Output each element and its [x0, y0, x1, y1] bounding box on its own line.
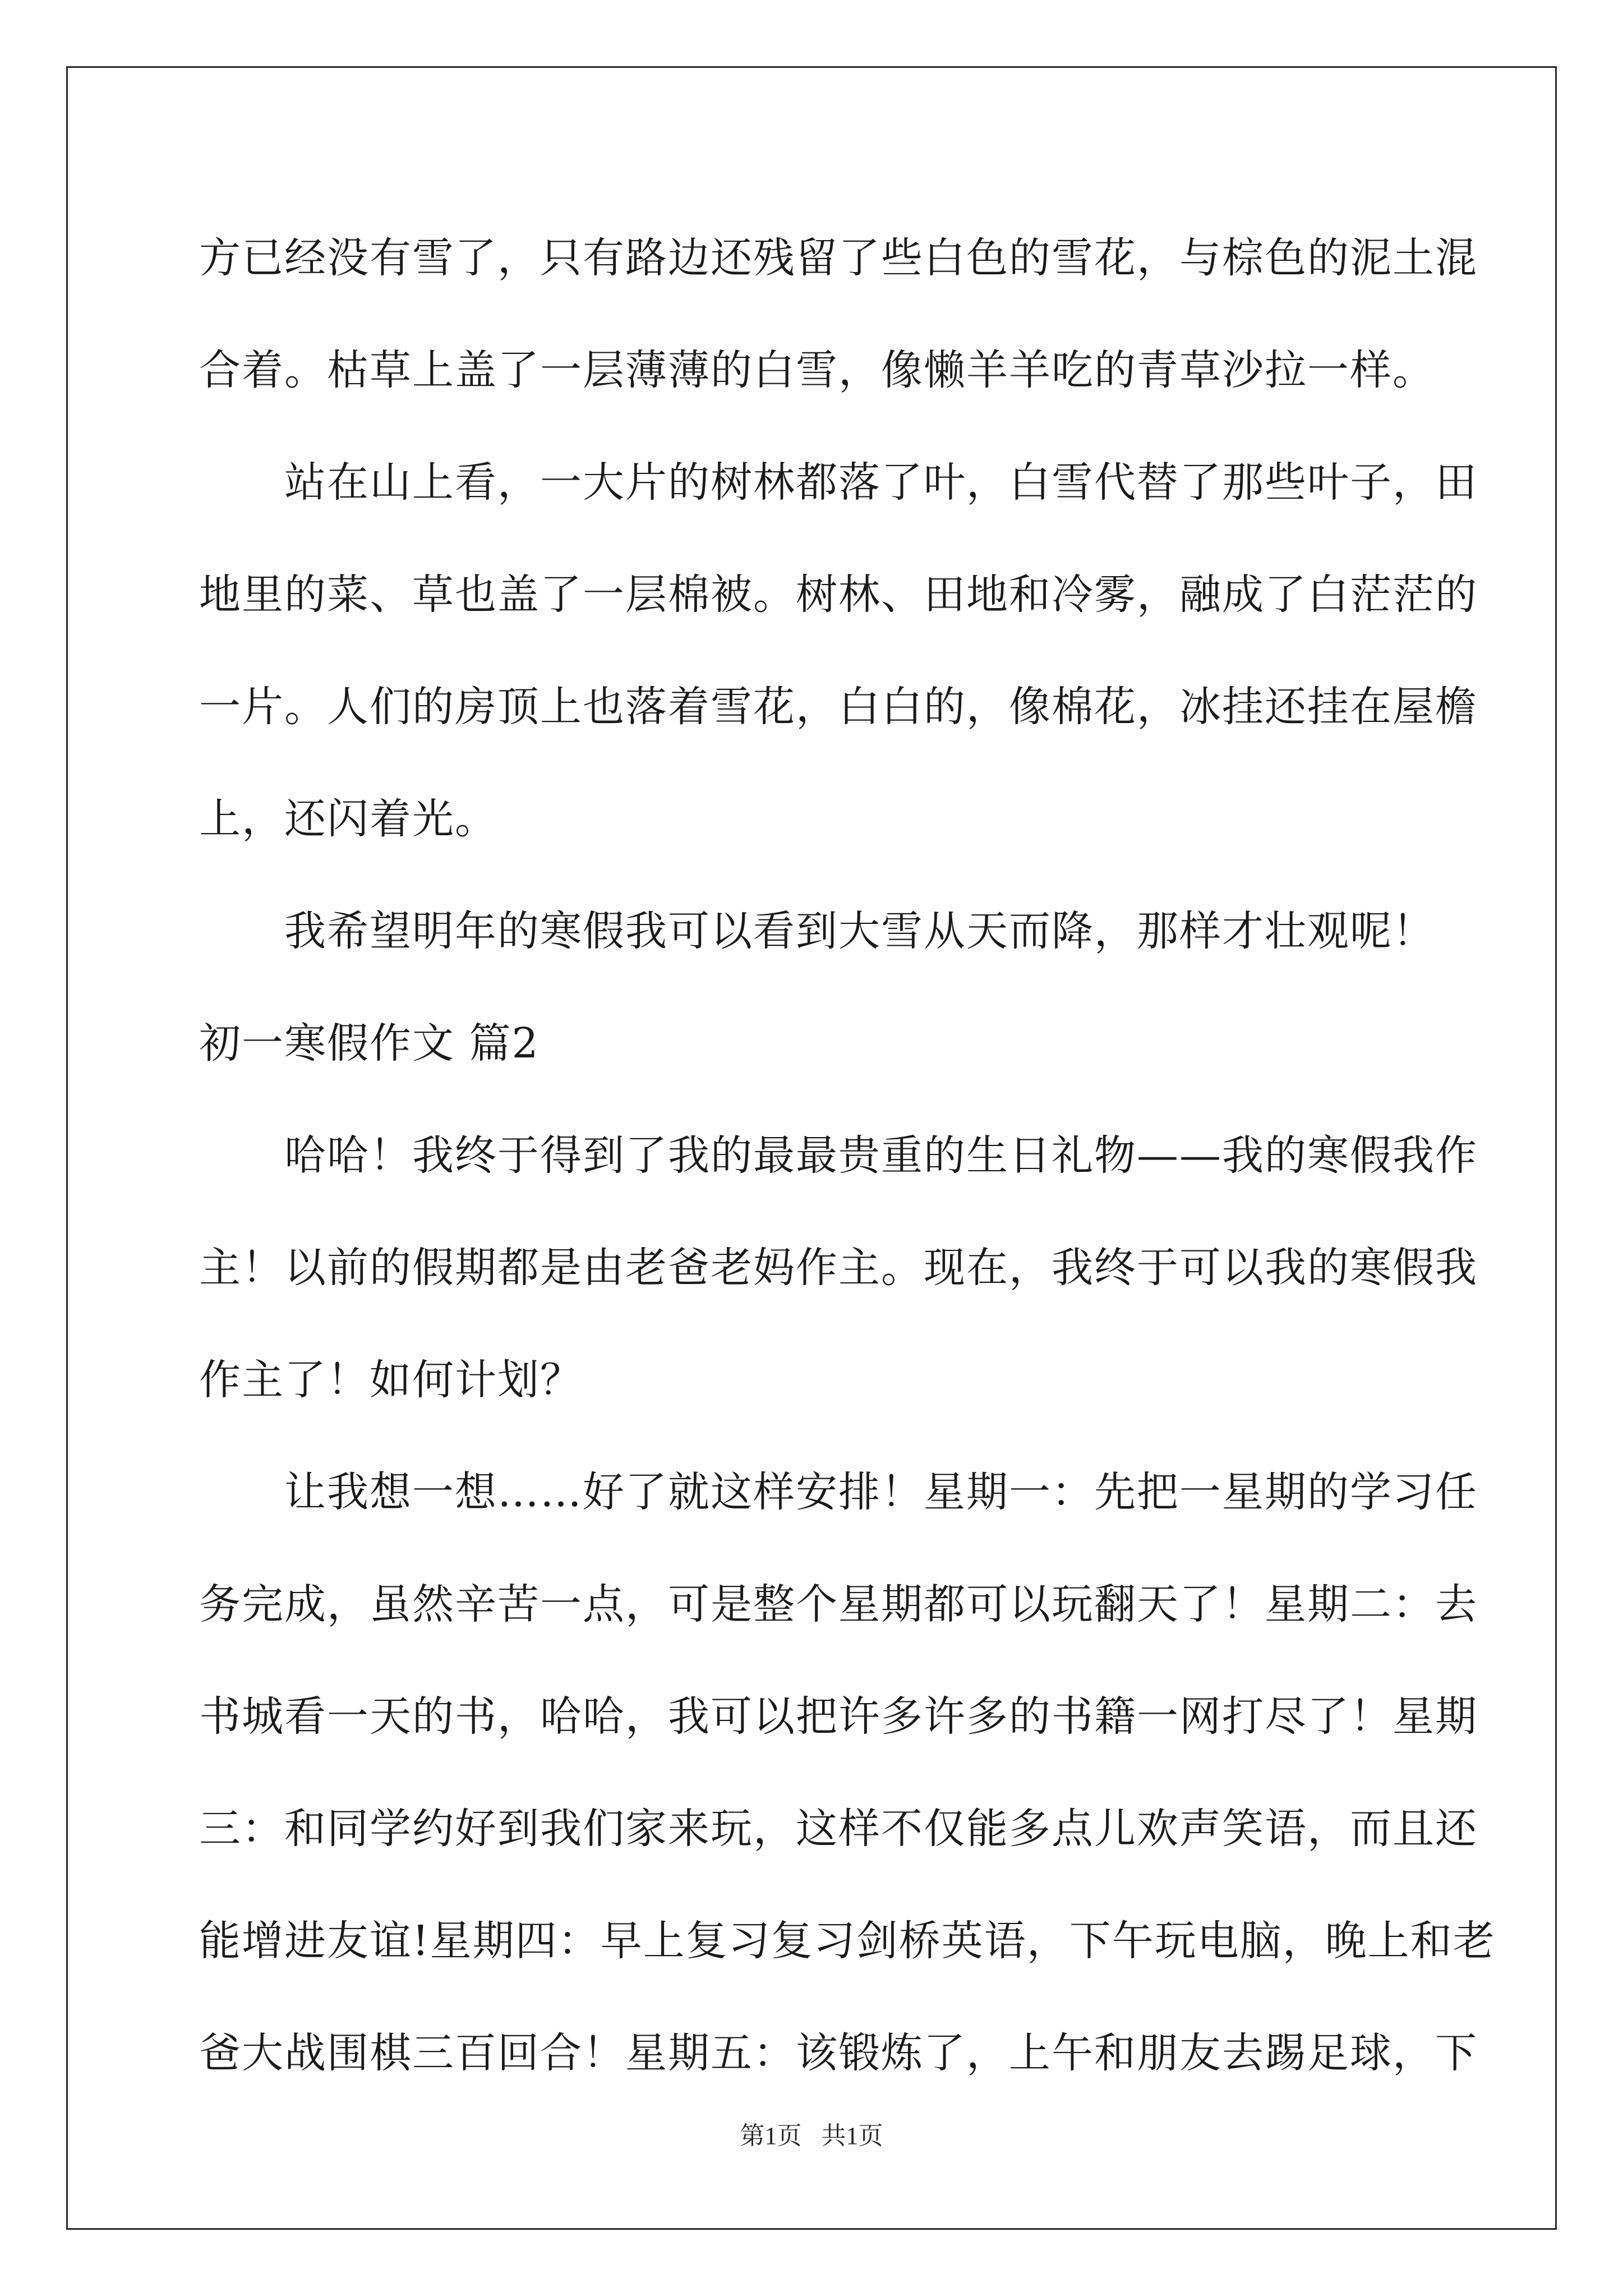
text-line: 务完成，虽然辛苦一点，可是整个星期都可以玩翻天了！星期二：去 [199, 1580, 1478, 1628]
text-line: 上，还闪着光。 [199, 795, 497, 843]
text-line: 站在山上看，一大片的树林都落了叶，白雪代替了那些叶子，田 [199, 458, 1478, 507]
page-total: 共1页 [821, 2122, 883, 2150]
page-footer [0, 2119, 1623, 2153]
text-line: 一片。人们的房顶上也落着雪花，白白的，像棉花，冰挂还挂在屋檐 [199, 683, 1478, 731]
text-line: 方已经没有雪了，只有路边还残留了些白色的雪花，与棕色的泥土混 [199, 234, 1478, 282]
text-line: 能增进友谊!星期四：早上复习复习剑桥英语，下午玩电脑，晚上和老 [199, 1917, 1496, 1965]
document-body [199, 202, 1496, 2109]
text-line: 书城看一天的书，哈哈，我可以把许多许多的书籍一网打尽了！星期 [199, 1692, 1478, 1741]
text-line: 爸大战围棋三百回合！星期五：该锻炼了，上午和朋友去踢足球，下 [199, 2029, 1478, 2077]
section-heading: 初一寒假作文 篇2 [199, 1019, 540, 1068]
text-line: 主！以前的假期都是由老爸老妈作主。现在，我终于可以我的寒假我 [199, 1244, 1478, 1292]
text-line: 让我想一想……好了就这样安排！星期一：先把一星期的学习任 [199, 1468, 1478, 1516]
text-line: 合着。枯草上盖了一层薄薄的白雪，像懒羊羊吃的青草沙拉一样。 [199, 346, 1435, 394]
text-line: 地里的菜、草也盖了一层棉被。树林、田地和冷雾，融成了白茫茫的 [199, 570, 1478, 619]
text-line: 我希望明年的寒假我可以看到大雪从天而降，那样才壮观呢！ [199, 907, 1435, 955]
page-number: 第1页 [740, 2122, 802, 2150]
text-line: 哈哈！我终于得到了我的最最贵重的生日礼物——我的寒假我作 [199, 1131, 1478, 1180]
text-line: 三：和同学约好到我们家来玩，这样不仅能多点儿欢声笑语，而且还 [199, 1805, 1478, 1853]
text-line: 作主了！如何计划？ [199, 1356, 583, 1404]
